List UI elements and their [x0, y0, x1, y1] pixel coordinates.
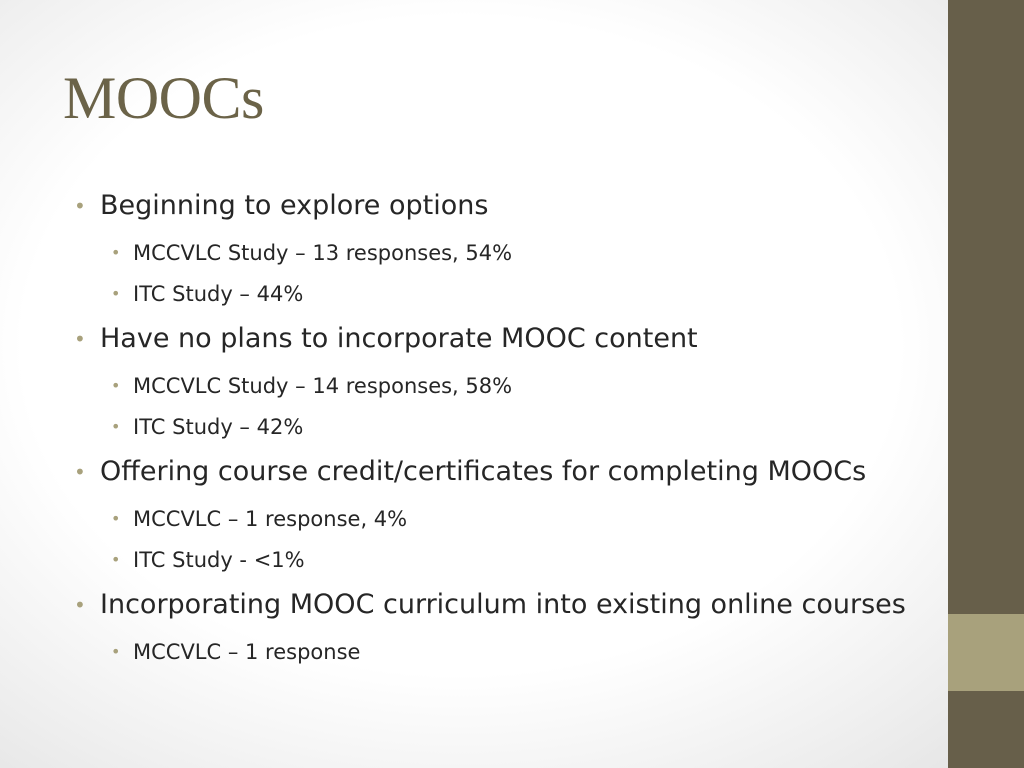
bullet-dot-icon: • [111, 550, 121, 569]
sub-bullet-text: ITC Study – 44% [133, 282, 304, 306]
bullet-dot-icon: • [74, 327, 86, 351]
bullet-item [74, 585, 924, 625]
bullet-dot-icon: • [74, 194, 86, 218]
bullet-dot-icon: • [111, 284, 121, 303]
sub-bullet-item [74, 239, 924, 267]
bullet-dot-icon: • [111, 376, 121, 395]
sub-bullet-text: MCCVLC – 1 response, 4% [133, 507, 408, 531]
sub-bullet-text: MCCVLC – 1 response [133, 640, 361, 664]
bullet-text: Have no plans to incorporate MOOC content [100, 323, 698, 354]
sub-bullet-item [74, 638, 924, 666]
sub-bullet-text: MCCVLC Study – 13 responses, 54% [133, 241, 513, 265]
bullet-dot-icon: • [111, 642, 121, 661]
sub-bullet-text: ITC Study – 42% [133, 415, 304, 439]
bullet-dot-icon: • [74, 460, 86, 484]
bullet-dot-icon: • [74, 593, 86, 617]
sub-bullet-text: ITC Study - <1% [133, 548, 305, 572]
bullet-dot-icon: • [111, 509, 121, 528]
bullet-text: Incorporating MOOC curriculum into existing online courses [100, 589, 906, 620]
sub-bullet-item [74, 505, 924, 533]
bullet-text: Beginning to explore options [100, 190, 489, 221]
bullet-item [74, 186, 924, 226]
sub-bullet-item [74, 413, 924, 441]
sub-bullet-item [74, 372, 924, 400]
bullet-item [74, 452, 924, 492]
slide-title: MOOCs [63, 65, 264, 131]
sub-bullet-text: MCCVLC Study – 14 responses, 58% [133, 374, 513, 398]
bullet-dot-icon: • [111, 417, 121, 436]
bullet-list [74, 186, 924, 666]
sub-bullet-item [74, 546, 924, 574]
sub-bullet-item [74, 280, 924, 308]
bullet-item [74, 319, 924, 359]
bullet-text: Offering course credit/certificates for completing MOOCs [100, 456, 867, 487]
bullet-dot-icon: • [111, 243, 121, 262]
decorative-sidebar-accent [948, 614, 1024, 691]
